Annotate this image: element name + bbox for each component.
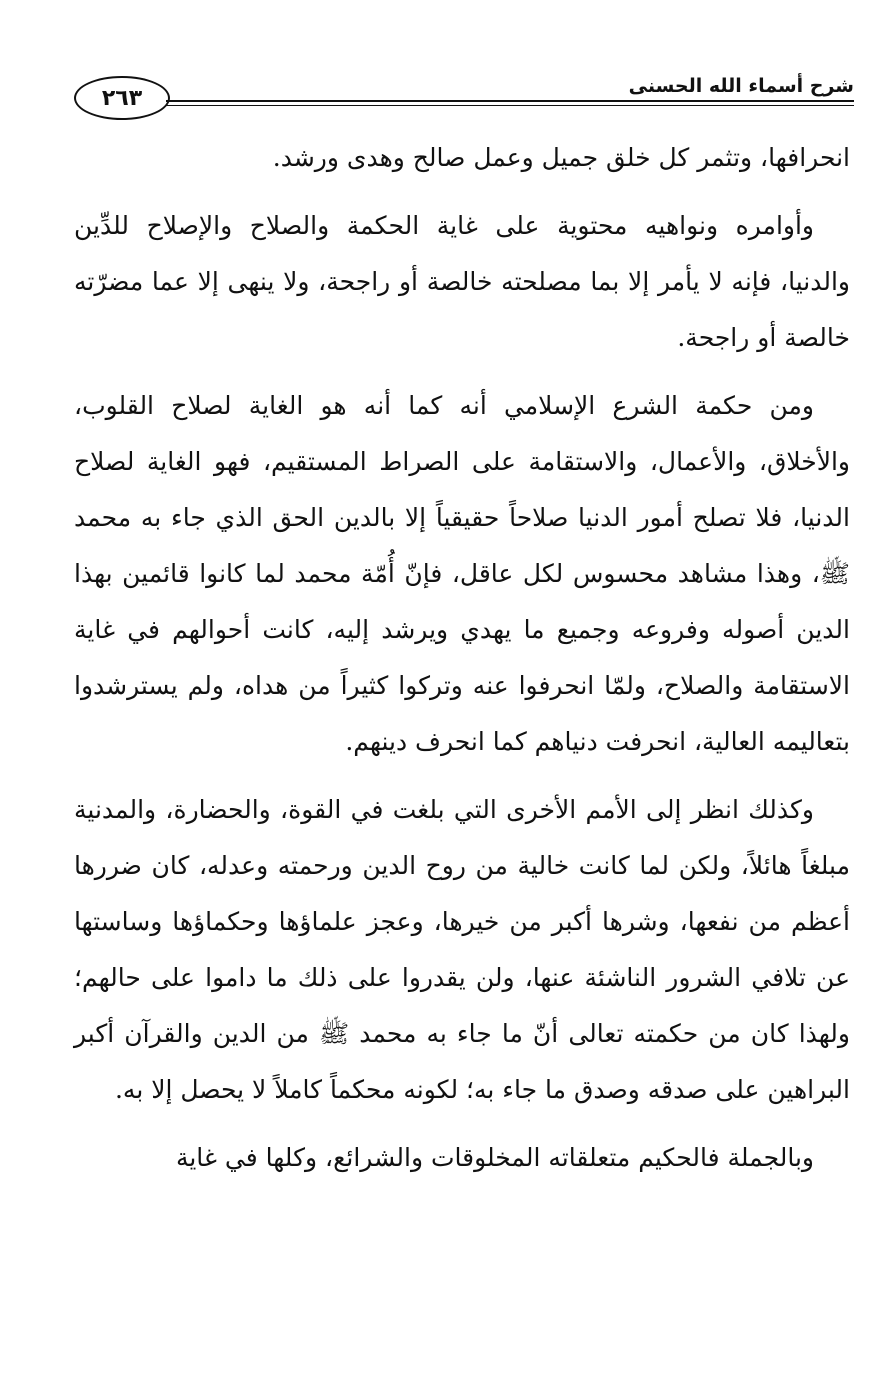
header-rule — [166, 100, 854, 102]
header-rule-thin — [166, 105, 854, 106]
page-number-oval — [74, 76, 170, 120]
paragraph-3: ومن حكمة الشرع الإسلامي أنه كما أنه هو الغاية لصلاح القلوب، والأخلاق، والأعمال، والاستقامة على الصراط المستقيم، فهو الغاية لصلاح الدنيا، فلا تصلح أمور الدنيا صلاحاً حقيقياً إلا بالدين الحق الذي جاء به محمد ﷺ، وهذا مشاهد محسوس لكل عاقل، فإنّ أُمّة محمد لما كانوا قائمين بهذا الدين أصوله وفروعه وجميع ما يهدي ويرشد إليه، كانت أحوالهم في غاية الاستقامة والصلاح، ولمّا انحرفوا عنه وتركوا كثيراً من هداه، ولم يسترشدوا بتعاليمه العالية، انحرفت دنياهم كما انحرف دينهم. — [74, 391, 850, 756]
page-number: ٢٦٣ — [101, 85, 143, 111]
paragraph-5: وبالجملة فالحكيم متعلقاته المخلوقات والشرائع، وكلها في غاية — [175, 1143, 814, 1172]
page-body — [74, 130, 850, 1186]
running-header — [74, 70, 854, 130]
book-title: شرح أسماء الله الحسنى — [628, 75, 854, 97]
paragraph-2: وأوامره ونواهيه محتوية على غاية الحكمة والصلاح والإصلاح للدِّين والدنيا، فإنه لا يأمر إلا بما مصلحته خالصة أو راجحة، ولا ينهى إلا عما مضرّته خالصة أو راجحة. — [74, 211, 850, 352]
paragraph-4: وكذلك انظر إلى الأمم الأخرى التي بلغت في القوة، والحضارة، والمدنية مبلغاً هائلاً، ولكن لما كانت خالية من روح الدين ورحمته وعدله، كان ضررها أعظم من نفعها، وشرها أكبر من خيرها، وعجز علماؤها وحكماؤها وساستها عن تلافي الشرور الناشئة عنها، ولن يقدروا على ذلك ما داموا على حالهم؛ ولهذا كان من حكمته تعالى أنّ ما جاء به محمد ﷺ من الدين والقرآن أكبر البراهين على صدقه وصدق ما جاء به؛ لكونه محكماً كاملاً لا يحصل إلا به. — [74, 795, 850, 1104]
paragraph-1: انحرافها، وتثمر كل خلق جميل وعمل صالح وهدى ورشد. — [272, 143, 850, 172]
